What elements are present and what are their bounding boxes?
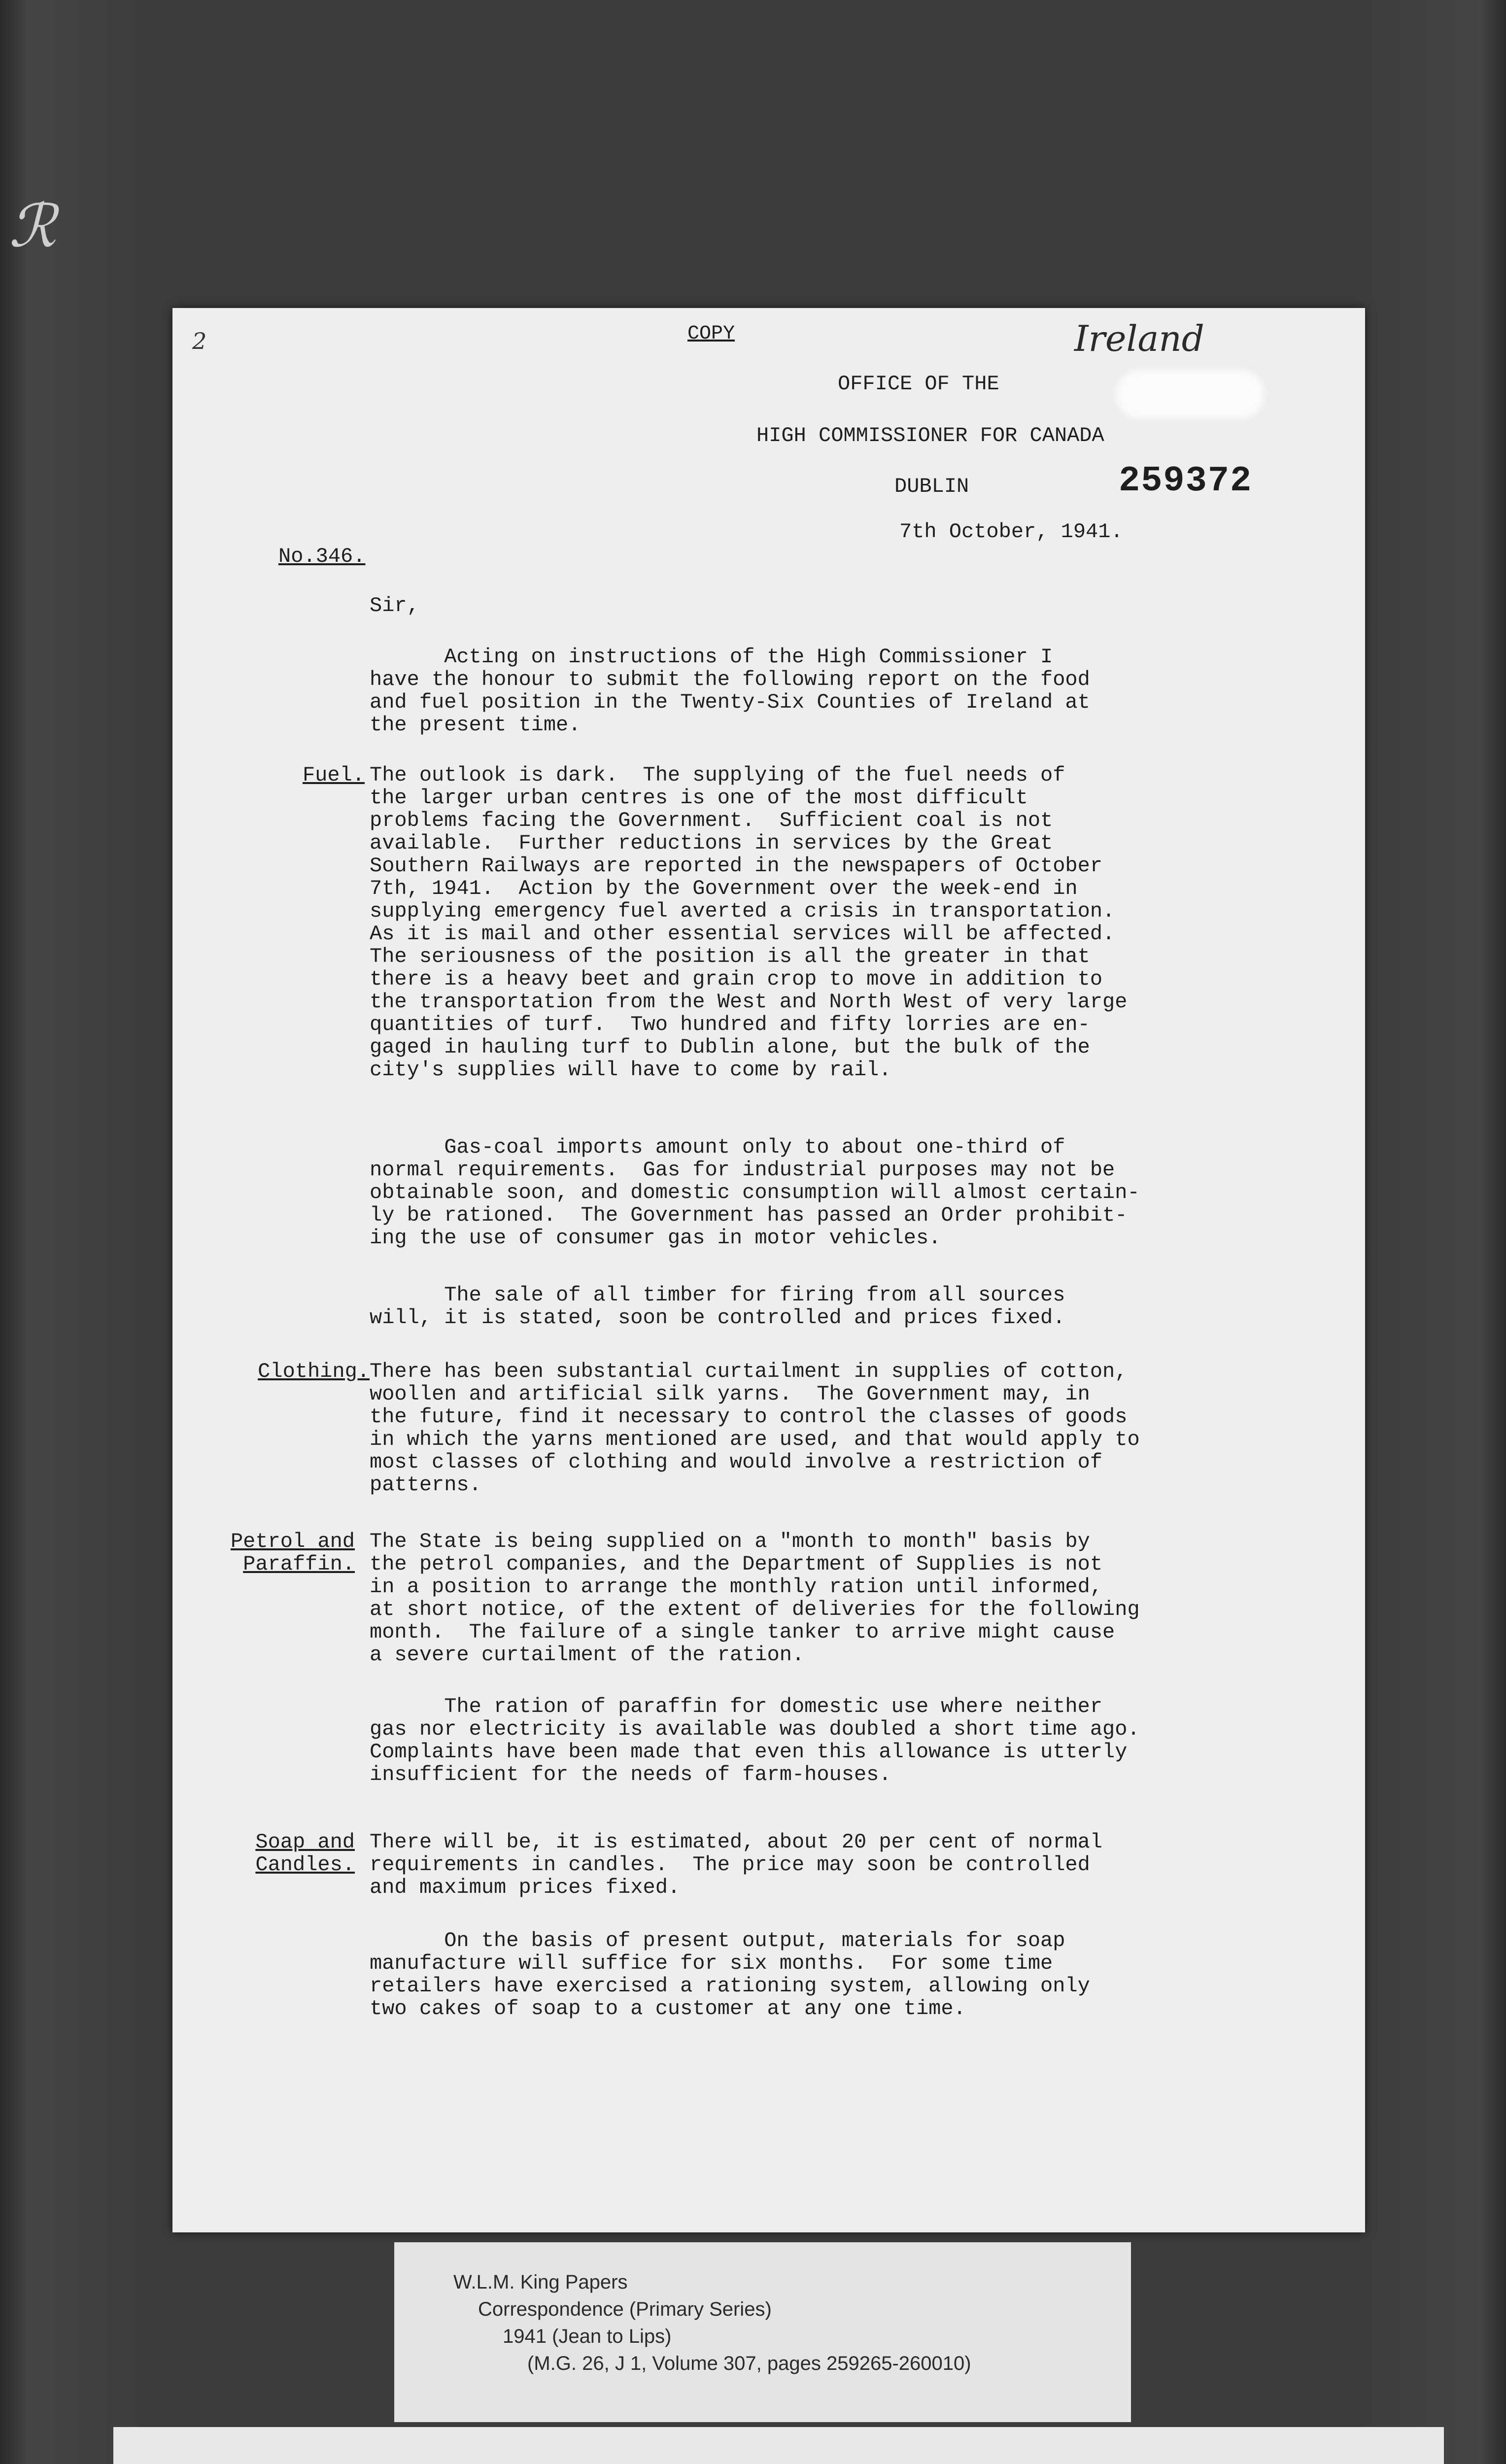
office-city: DUBLIN (894, 475, 969, 498)
section-fuel-text: The outlook is dark. The supplying of the fuel needs of the larger urban centres is one of the most difficult problems facing the Government. Sufficient coal is not available. Further reductions in services by the Great Southern Railways are reported in the newspapers of October 7th, 1941. Action by the Government over the week-end in supplying emergency fuel averted a crisis in transportation. As it is mail and other essential services will be affected. The seriousness of the position is all the greater in that there is a heavy beet and grain crop to move in addition to the transportation from the West and North West of very large quantities of turf. Two hundred and fifty lorries are en- gaged in hauling turf to Dublin alone, but the bulk of the city's supplies will have to come by rail. (370, 763, 1128, 1082)
paragraph-soap-supply: On the basis of present output, materials for soap manufacture will suffice for six months. For some time retailers have exercised a rationing system, allowing only two cakes of soap to a customer at any one time. (370, 1929, 1090, 2020)
copy-heading: COPY (687, 323, 735, 345)
reference-number: No.346. (278, 545, 366, 568)
paragraph-paraffin-ration: The ration of paraffin for domestic use where neither gas nor electricity is available was doubled a short time ago. Complaints have been made that even this allowance is utterly insufficient for the needs of farm-houses. (370, 1695, 1140, 1786)
section-label-petrol-paraffin: Petrol and Paraffin. (230, 1530, 355, 1576)
office-line-2: HIGH COMMISSIONER FOR CANADA (756, 424, 1104, 447)
handwritten-page-number: 2 (192, 328, 207, 354)
paragraph-gas-coal: Gas-coal imports amount only to about one-third of normal requirements. Gas for industrial purposes may not be obtainable soon, and domestic consumption will almost certain- ly be rationed. The Government has passed an Order prohibit- ing the use of consumer gas in motor vehicles. (370, 1135, 1140, 1250)
intro-paragraph: Acting on instructions of the High Commissioner I have the honour to submit the following report on the food and fuel position in the Twenty-Six Counties of Ireland at the present time. (370, 645, 1090, 737)
section-label-soap-candles: Soap and Candles. (255, 1830, 355, 1877)
section-label-clothing: Clothing. (258, 1360, 370, 1383)
section-soap-text: There will be, it is estimated, about 20 per cent of normal requirements in candles. The price may soon be controlled and maximum prices fixed. (370, 1830, 1103, 1899)
handwritten-annotation: Ireland (1074, 318, 1204, 359)
film-corner-mark: ℛ (9, 192, 56, 261)
salutation: Sir, (370, 594, 419, 617)
paragraph-timber: The sale of all timber for firing from all sources will, it is stated, soon be controlled and prices fixed. (370, 1283, 1065, 1330)
letter-date: 7th October, 1941. (899, 520, 1123, 544)
office-line-1: OFFICE OF THE (838, 372, 999, 396)
archive-stamp-number: 259372 (1119, 461, 1253, 501)
section-clothing-text: There has been substantial curtailment in supplies of cotton, woollen and artificial silk yarns. The Government may, in the future, find it necessary to control the classes of goods in which the yarns mentioned are used, and that would apply to most classes of clothing and would involve a restriction of patterns. (370, 1360, 1140, 1497)
caption-collection: W.L.M. King Papers (453, 2271, 628, 2293)
archive-caption-label (394, 2242, 1131, 2422)
section-label-fuel: Fuel. (302, 763, 365, 787)
caption-series: Correspondence (Primary Series) (478, 2298, 772, 2320)
caption-range: 1941 (Jean to Lips) (503, 2326, 672, 2347)
letter-page (172, 308, 1365, 2232)
caption-reference: (M.G. 26, J 1, Volume 307, pages 259265-260010) (527, 2353, 971, 2374)
erasure-mark (1116, 370, 1264, 419)
section-petrol-text: The State is being supplied on a "month to month" basis by the petrol companies, and the Department of Supplies is not in a position to arrange the monthly ration until informed, at short notice, of the extent of deliveries for the following month. The failure of a single tanker to arrive might cause a severe curtailment of the ration. (370, 1530, 1140, 1667)
public-archives-card (113, 2427, 1444, 2464)
